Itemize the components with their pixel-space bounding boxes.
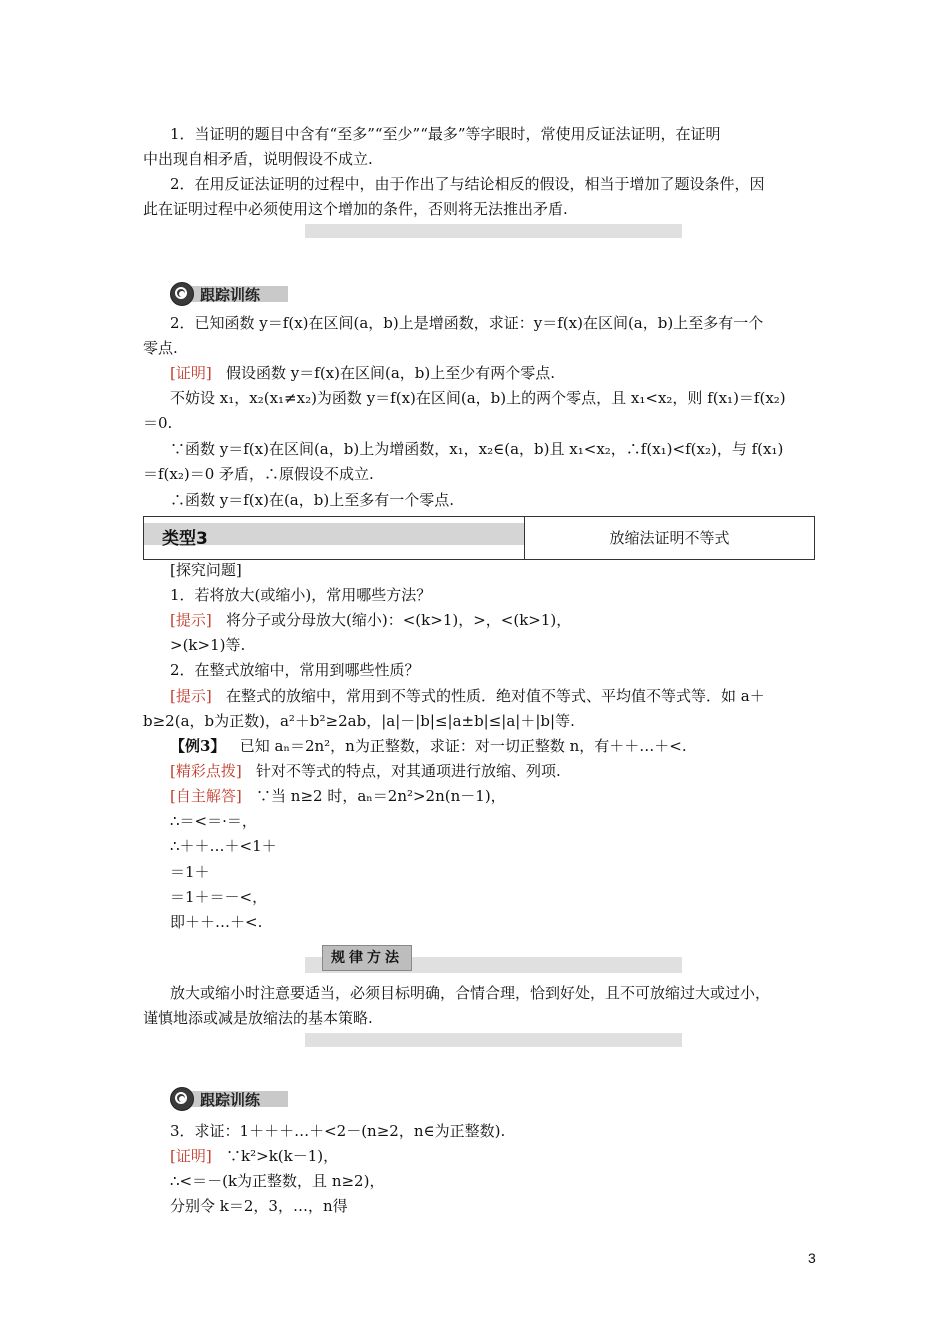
example3-solution-line4: ＝1＋ xyxy=(170,863,210,881)
explore-heading: [探究问题] xyxy=(170,561,242,579)
exercise2-proof-line2: 不妨设 x₁，x₂(x₁≠x₂)为函数 y＝f(x)在区间(a，b)上的两个零点，且 x₁<x₂，则 f(x₁)＝f(x₂) xyxy=(170,389,786,407)
exercise2-proof-line5: ＝f(x₂)＝0 矛盾，∴原假设不成立. xyxy=(143,465,374,483)
proof-tag: [证明] xyxy=(170,364,212,382)
key-tag: [精彩点拨] xyxy=(170,762,242,780)
method-banner-label: 规律方法 xyxy=(322,945,412,971)
hint-tag: [提示] xyxy=(170,611,212,629)
example3-solution-line5: ＝1＋＝－<， xyxy=(170,888,268,906)
badge-label: 跟踪训练 xyxy=(200,286,261,304)
explore-answer1-line1 xyxy=(170,609,571,631)
key-text: 针对不等式的特点，对其通项进行放缩、列项. xyxy=(256,762,561,780)
hint-text: 将分子或分母放大(缩小)：<(k>1)，>，<(k>1)， xyxy=(226,611,572,629)
proof-text: 假设函数 y＝f(x)在区间(a，b)上至少有两个零点. xyxy=(226,364,556,382)
method-text-line1: 放大或缩小时注意要适当，必须目标明确，合情合理，恰到好处，且不可放缩过大或过小， xyxy=(170,984,771,1002)
type3-header xyxy=(143,516,815,560)
exercise3-proof-line2: ∴<＝－(k为正整数，且 n≥2)， xyxy=(170,1172,385,1190)
proof-text: ∵k²>k(k－1)， xyxy=(226,1147,339,1165)
exercise3-proof-line1 xyxy=(170,1145,338,1167)
example3-solution-line1 xyxy=(170,785,506,807)
exercise3-question: 3．求证：1＋＋＋…＋<2－(n≥2，n∈为正整数). xyxy=(170,1122,506,1140)
exercise2-conclusion: ∴函数 y＝f(x)在(a，b)上至多有一个零点. xyxy=(170,491,454,509)
intro-p1-line1: 1．当证明的题目中含有“至多”“至少”“最多”等字眼时，常使用反证法证明，在证明 xyxy=(170,125,721,143)
exercise2-proof-line1 xyxy=(170,362,555,384)
example3-solution-line6: 即＋＋…＋<. xyxy=(170,913,263,931)
explore-answer2-line1 xyxy=(170,685,765,707)
explore-answer1-line2: >(k>1)等. xyxy=(170,636,246,654)
example3-solution-line2: ∴＝<＝·＝， xyxy=(170,812,257,830)
intro-p2-line1: 2．在用反证法证明的过程中，由于作出了与结论相反的假设，相当于增加了题设条件，因 xyxy=(170,175,765,193)
proof-tag: [证明] xyxy=(170,1147,212,1165)
section-divider-bar xyxy=(305,224,682,238)
section-divider-bar xyxy=(305,1033,682,1047)
explore-question1: 1．若将放大(或缩小)，常用哪些方法？ xyxy=(170,586,432,604)
badge-label: 跟踪训练 xyxy=(200,1091,261,1109)
type3-title: 放缩法证明不等式 xyxy=(609,529,730,547)
exercise2-question-line2: 零点. xyxy=(143,339,178,357)
exercise2-proof-line3: ＝0. xyxy=(143,414,173,432)
exercise3-proof-line3: 分别令 k＝2，3，…，n得 xyxy=(170,1197,348,1215)
example3-statement xyxy=(170,735,687,757)
tracking-training-badge xyxy=(170,1087,288,1111)
explore-answer2-line2: b≥2(a，b为正数)，a²＋b²≥2ab，|a|－|b|≤|a±b|≤|a|＋|b|等. xyxy=(143,712,575,730)
exercise2-question-line1: 2．已知函数 y＝f(x)在区间(a，b)上是增函数，求证：y＝f(x)在区间(a，b)上至多有一个 xyxy=(170,314,764,332)
example3-tag: 【例3】 xyxy=(170,737,226,755)
page-number: 3 xyxy=(808,1250,816,1266)
hint-text: 在整式的放缩中，常用到不等式的性质．绝对值不等式、平均值不等式等．如 a＋ xyxy=(226,687,765,705)
example3-solution-line3: ∴＋＋…＋<1＋ xyxy=(170,837,277,855)
example3-hint xyxy=(170,760,561,782)
tracking-training-badge xyxy=(170,282,288,306)
exercise2-proof-line4: ∵函数 y＝f(x)在区间(a，b)上为增函数，x₁，x₂∈(a，b)且 x₁<x₂，∴f(x₁)<f(x₂)，与 f(x₁) xyxy=(170,440,784,458)
method-text-line2: 谨慎地添或减是放缩法的基本策略. xyxy=(143,1009,373,1027)
intro-p2-line2: 此在证明过程中必须使用这个增加的条件，否则将无法推出矛盾. xyxy=(143,200,568,218)
solution-tag: [自主解答] xyxy=(170,787,242,805)
hint-tag: [提示] xyxy=(170,687,212,705)
intro-p1-line2: 中出现自相矛盾，说明假设不成立. xyxy=(143,150,373,168)
example3-text: 已知 aₙ＝2n²，n为正整数，求证：对一切正整数 n，有＋＋…＋<. xyxy=(239,737,687,755)
explore-question2: 2．在整式放缩中，常用到哪些性质？ xyxy=(170,661,420,679)
target-icon xyxy=(170,282,194,306)
target-icon xyxy=(170,1087,194,1111)
type3-label: 类型3 xyxy=(162,529,208,549)
solution-text: ∵当 n≥2 时，aₙ＝2n²>2n(n－1)， xyxy=(256,787,506,805)
